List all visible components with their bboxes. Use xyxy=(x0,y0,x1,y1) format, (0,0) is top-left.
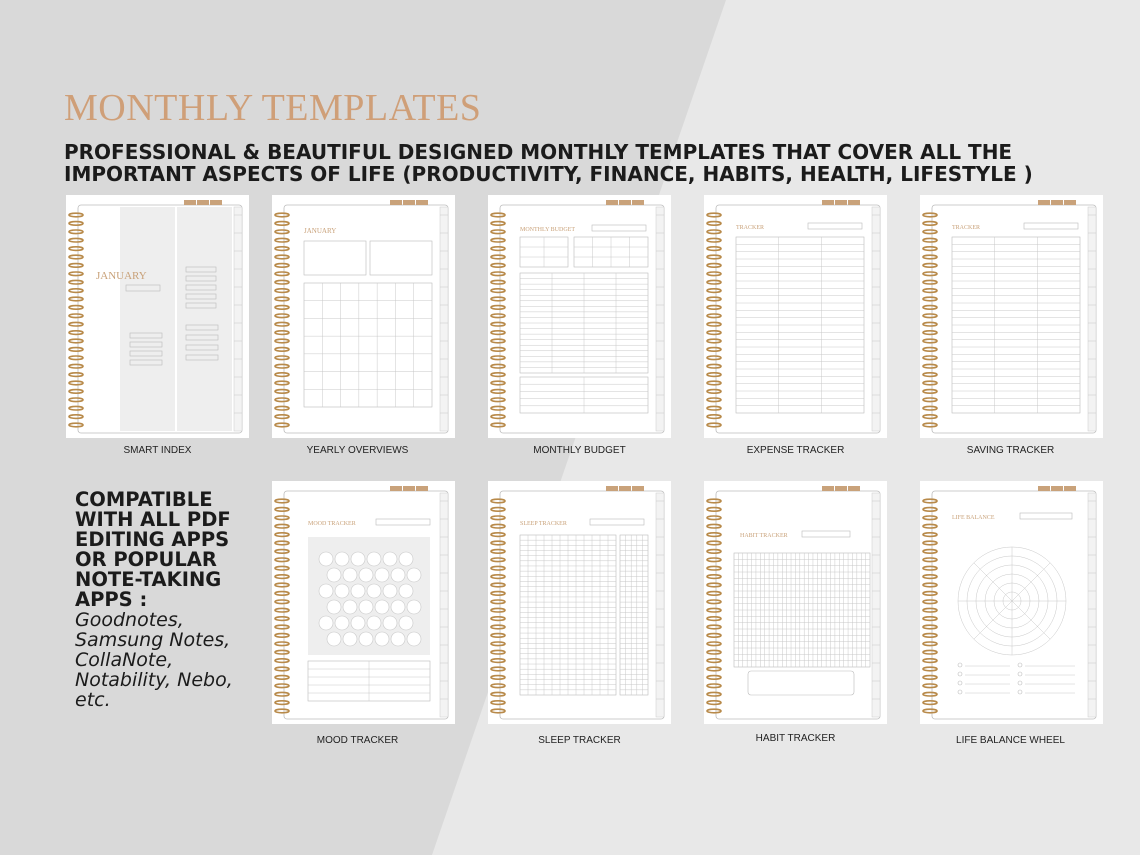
mood-circle xyxy=(367,584,381,598)
subtitle-line-1: PROFESSIONAL & BEAUTIFUL DESIGNED MONTHLY TEMPLATES THAT COVER ALL THE xyxy=(64,140,1013,164)
template-card-smart-index xyxy=(66,195,249,438)
page-title: MONTHLY TEMPLATES xyxy=(64,87,482,129)
top-tab xyxy=(390,200,402,205)
mood-circle xyxy=(335,616,349,630)
side-tab-strip xyxy=(440,493,448,717)
thumbnail-title: JANUARY xyxy=(304,227,337,235)
top-tab xyxy=(210,200,222,205)
top-tab xyxy=(403,200,415,205)
mood-circle xyxy=(391,632,405,646)
template-card-mood-tracker xyxy=(272,481,455,724)
template-card-saving-tracker xyxy=(920,195,1103,438)
top-tab xyxy=(848,200,860,205)
planner-thumbnail xyxy=(704,195,887,438)
top-tab xyxy=(822,200,834,205)
top-tab xyxy=(835,200,847,205)
mood-circle xyxy=(335,552,349,566)
compatibility-note xyxy=(75,490,265,710)
mood-circle xyxy=(383,552,397,566)
template-label-life-balance-wheel: LIFE BALANCE WHEEL xyxy=(956,735,1065,746)
mood-circle xyxy=(351,584,365,598)
template-label-mood-tracker: MOOD TRACKER xyxy=(316,735,399,746)
template-label-saving-tracker: SAVING TRACKER xyxy=(966,445,1055,456)
thumbnail-title: MONTHLY BUDGET xyxy=(520,227,576,233)
planner-thumbnail xyxy=(272,195,455,438)
subtitle-line-2: IMPORTANT ASPECTS OF LIFE (PRODUCTIVITY, FINANCE, HABITS, HEALTH, LIFESTYLE ) xyxy=(64,162,1033,186)
mood-circle xyxy=(319,616,333,630)
mood-circle xyxy=(359,568,373,582)
top-tab xyxy=(619,486,631,491)
thumbnail-title: JANUARY xyxy=(96,270,147,282)
thumbnail-title: TRACKER xyxy=(952,225,981,231)
mood-circle xyxy=(399,616,413,630)
planner-page xyxy=(716,491,880,719)
thumbnail-title: TRACKER xyxy=(736,225,765,231)
index-right-column xyxy=(177,207,232,431)
planner-thumbnail xyxy=(704,481,887,724)
top-tab xyxy=(416,486,428,491)
template-card-expense-tracker xyxy=(704,195,887,438)
planner-thumbnail xyxy=(66,195,249,438)
mood-circle xyxy=(335,584,349,598)
top-tab xyxy=(184,200,196,205)
template-card-monthly-budget xyxy=(488,195,671,438)
mood-circle xyxy=(359,600,373,614)
mood-circle xyxy=(359,632,373,646)
top-tab xyxy=(197,200,209,205)
template-label-habit-tracker: HABIT TRACKER xyxy=(755,733,836,744)
top-tab xyxy=(619,200,631,205)
template-label-smart-index: SMART INDEX xyxy=(123,445,192,456)
mood-circle xyxy=(375,568,389,582)
compatibility-heading: COMPATIBLE WITH ALL PDF EDITING APPS OR POPULAR NOTE-TAKING APPS : xyxy=(75,488,231,611)
thumbnail-title: HABIT TRACKER xyxy=(740,533,788,539)
index-left-column xyxy=(120,207,175,431)
thumbnail-title: MOOD TRACKER xyxy=(308,521,356,527)
template-card-life-balance-wheel xyxy=(920,481,1103,724)
top-tab xyxy=(390,486,402,491)
template-card-yearly-overviews xyxy=(272,195,455,438)
mood-circle xyxy=(391,568,405,582)
template-label-monthly-budget: MONTHLY BUDGET xyxy=(533,445,626,456)
page-subtitle xyxy=(64,141,1033,185)
side-tab-strip xyxy=(440,207,448,431)
mood-circle xyxy=(327,600,341,614)
mood-circle xyxy=(383,616,397,630)
top-tab xyxy=(416,200,428,205)
template-label-sleep-tracker: SLEEP TRACKER xyxy=(538,735,621,746)
thumbnail-title: LIFE BALANCE xyxy=(952,515,995,521)
planner-page xyxy=(284,205,448,433)
top-tab xyxy=(848,486,860,491)
template-card-habit-tracker xyxy=(704,481,887,724)
template-label-yearly-overviews: YEARLY OVERVIEWS xyxy=(306,445,409,456)
top-tab xyxy=(1064,486,1076,491)
template-label-expense-tracker: EXPENSE TRACKER xyxy=(746,445,845,456)
top-tab xyxy=(1064,200,1076,205)
mood-circle xyxy=(343,568,357,582)
mood-circle xyxy=(319,584,333,598)
side-tab-strip xyxy=(234,207,242,431)
top-tab xyxy=(1051,200,1063,205)
mood-circle xyxy=(391,600,405,614)
mood-circle xyxy=(383,584,397,598)
mood-circle xyxy=(399,552,413,566)
thumbnail-title: SLEEP TRACKER xyxy=(520,521,567,527)
planner-thumbnail xyxy=(920,481,1103,724)
top-tab xyxy=(632,486,644,491)
mood-circle xyxy=(327,568,341,582)
top-tab xyxy=(1051,486,1063,491)
top-tab xyxy=(632,200,644,205)
mood-circle xyxy=(343,632,357,646)
side-tab-strip xyxy=(656,493,664,717)
mood-circle xyxy=(399,584,413,598)
planner-thumbnail xyxy=(272,481,455,724)
top-tab xyxy=(822,486,834,491)
mood-circle xyxy=(343,600,357,614)
top-tab xyxy=(403,486,415,491)
mood-circle xyxy=(367,552,381,566)
compatibility-apps: Goodnotes, Samsung Notes, CollaNote, Notability, Nebo, etc. xyxy=(75,609,233,711)
planner-page xyxy=(932,205,1096,433)
planner-page xyxy=(716,205,880,433)
top-tab xyxy=(1038,200,1050,205)
mood-circle xyxy=(367,616,381,630)
mood-circle xyxy=(319,552,333,566)
top-tab xyxy=(835,486,847,491)
side-tab-strip xyxy=(872,493,880,717)
side-tab-strip xyxy=(1088,493,1096,717)
mood-circle xyxy=(375,632,389,646)
mood-circle xyxy=(407,568,421,582)
mood-circle xyxy=(407,600,421,614)
mood-circle xyxy=(407,632,421,646)
mood-circle xyxy=(351,616,365,630)
top-tab xyxy=(606,200,618,205)
side-tab-strip xyxy=(872,207,880,431)
mood-circle xyxy=(327,632,341,646)
planner-thumbnail xyxy=(488,481,671,724)
mood-circle xyxy=(351,552,365,566)
template-card-sleep-tracker xyxy=(488,481,671,724)
mood-circle xyxy=(375,600,389,614)
side-tab-strip xyxy=(1088,207,1096,431)
side-tab-strip xyxy=(656,207,664,431)
top-tab xyxy=(1038,486,1050,491)
planner-thumbnail xyxy=(920,195,1103,438)
planner-thumbnail xyxy=(488,195,671,438)
top-tab xyxy=(606,486,618,491)
planner-page xyxy=(932,491,1096,719)
